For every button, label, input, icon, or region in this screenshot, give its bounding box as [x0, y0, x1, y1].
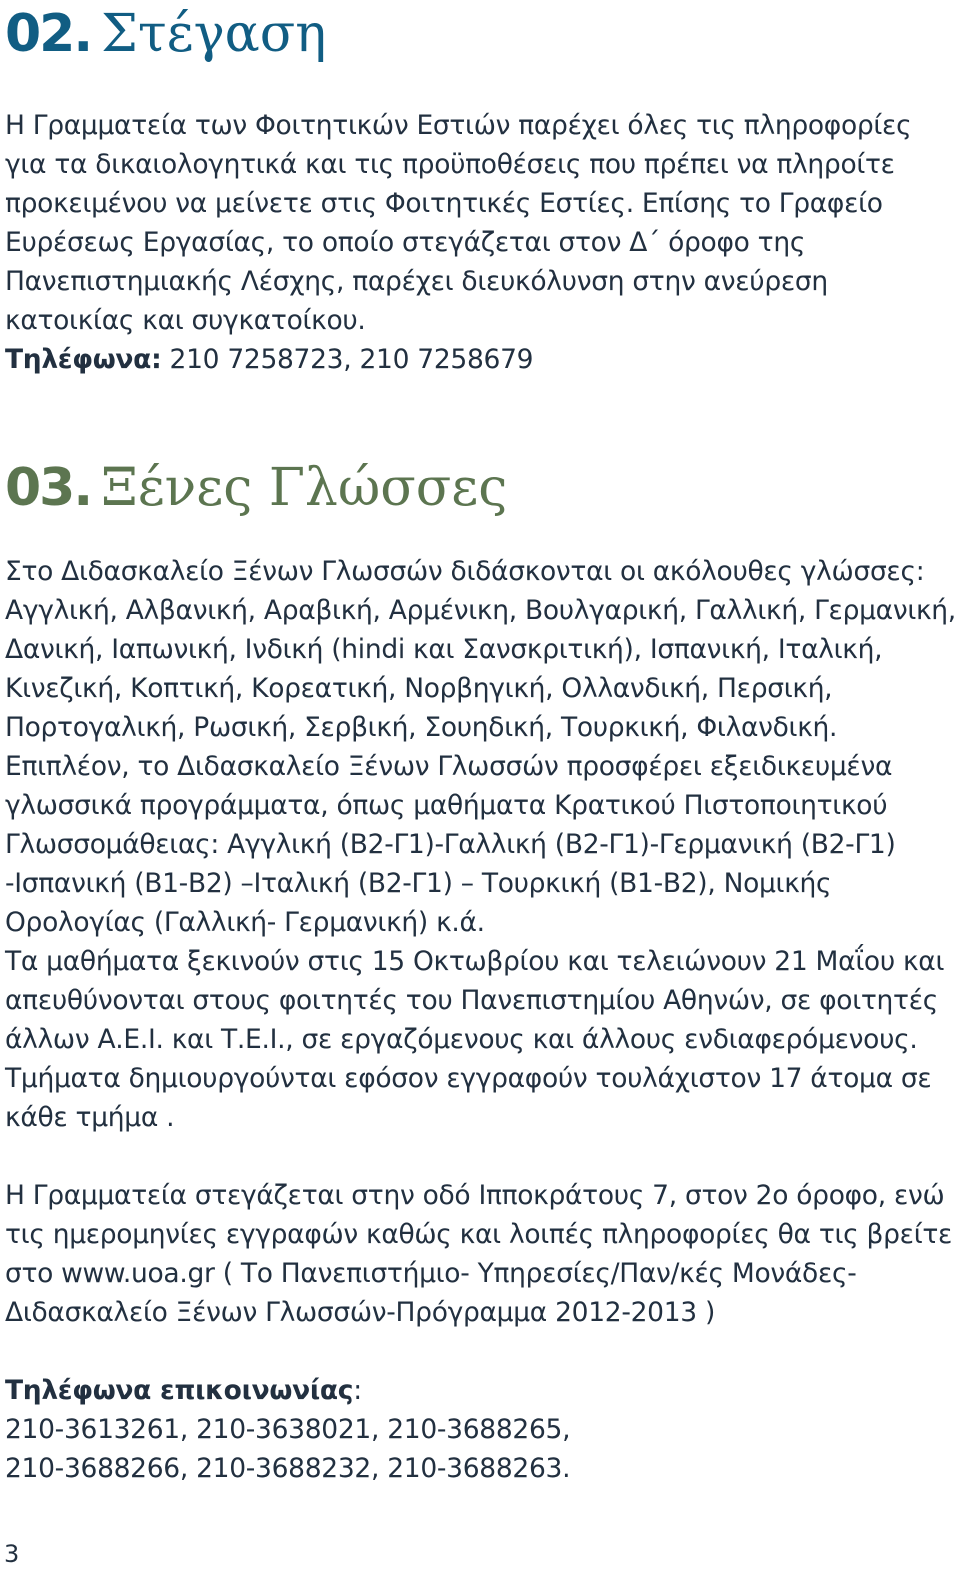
section-03-contact-colon: :	[353, 1375, 362, 1406]
page-number: 3	[4, 1540, 20, 1568]
section-03-schedule-paragraph: Τα μαθήματα ξεκινούν στις 15 Οκτωβρίου και τελειώνουν 21 Μαΐου και απευθύνονται στους φοιτητές του Πανεπιστημίου Αθηνών, σε φοιτητές άλλων Α.Ε.Ι. και Τ.Ε.Ι., σε εργαζόμενους και άλλους ενδιαφερόμενους. Τμήματα δημιουργούνται εφόσον εγγραφούν τουλάχιστον 17 άτομα σε κάθε τμήμα .	[5, 946, 945, 1133]
section-03-number: 03.	[5, 458, 92, 518]
section-03-title: Ξένες Γλώσσες	[101, 458, 508, 518]
section-02-number: 02.	[5, 4, 92, 64]
section-03-contact-label: Τηλέφωνα επικοινωνίας	[5, 1375, 354, 1406]
paragraph-spacer	[5, 1137, 956, 1176]
section-02-body	[5, 106, 956, 379]
section-02-phones	[5, 340, 956, 379]
section-03-secretariat-paragraph: Η Γραμματεία στεγάζεται στην οδό Ιπποκράτους 7, στον 2ο όροφο, ενώ τις ημερομηνίες εγγραφών καθώς και λοιπές πληροφορίες θα τις βρείτε στο www.uoa.gr ( Το Πανεπιστήμιο- Υπηρεσίες/Παν/κές Μονάδες-Διδασκαλείο Ξένων Γλωσσών-Πρόγραμμα 2012-2013 )	[5, 1180, 953, 1328]
section-02-heading	[5, 4, 956, 64]
section-03-heading	[5, 458, 956, 518]
section-03-programs-paragraph: Επιπλέον, το Διδασκαλείο Ξένων Γλωσσών προσφέρει εξειδικευμένα γλωσσικά προγράμματα, όπως μαθήματα Κρατικού Πιστοποιητικού Γλωσσομάθειας: Αγγλική (Β2-Γ1)-Γαλλική (Β2-Γ1)-Γερμανική (Β2-Γ1) -Ισπανική (Β1-Β2) –Ιταλική (Β2-Γ1) – Τουρκική (Β1-Β2), Νομικής Ορολογίας (Γαλλική- Γερμανική) κ.ά.	[5, 751, 896, 938]
section-02-phones-value: 210 7258723, 210 7258679	[161, 344, 534, 375]
section-03-contact-line-1: 210-3613261, 210-3638021, 210-3688265,	[5, 1414, 571, 1445]
section-03-contact-line-2: 210-3688266, 210-3688232, 210-3688263.	[5, 1453, 571, 1484]
section-02-paragraph: Η Γραμματεία των Φοιτητικών Εστιών παρέχει όλες τις πληροφορίες για τα δικαιολογητικά και τις προϋποθέσεις που πρέπει να πληροίτε προκειμένου να μείνετε στις Φοιτητικές Εστίες. Επίσης το Γραφείο Ευρέσεως Εργασίας, το οποίο στεγάζεται στον Δ΄ όροφο της Πανεπιστημιακής Λέσχης, παρέχει διευκόλυνση στην ανεύρεση κατοικίας και συγκατοίκου.	[5, 110, 912, 336]
section-02-housing	[5, 4, 956, 379]
section-03-body	[5, 552, 956, 1488]
section-03-contact-heading	[5, 1371, 956, 1410]
section-03-languages-paragraph: Στο Διδασκαλείο Ξένων Γλωσσών διδάσκονται οι ακόλουθες γλώσσες: Αγγλική, Αλβανική, Αραβική, Αρμένικη, Βουλγαρική, Γαλλική, Γερμανική, Δανική, Ιαπωνική, Ινδική (hindi και Σανσκριτική), Ισπανική, Ιταλική, Κινεζική, Κοπτική, Κορεατική, Νορβηγική, Ολλανδική, Περσική, Πορτογαλική, Ρωσική, Σερβική, Σουηδική, Τουρκική, Φιλανδική.	[5, 556, 956, 743]
section-02-phones-label: Τηλέφωνα:	[5, 344, 162, 375]
section-02-title: Στέγαση	[101, 4, 327, 64]
paragraph-spacer	[5, 1332, 956, 1371]
section-03-foreign-languages	[5, 458, 956, 1488]
